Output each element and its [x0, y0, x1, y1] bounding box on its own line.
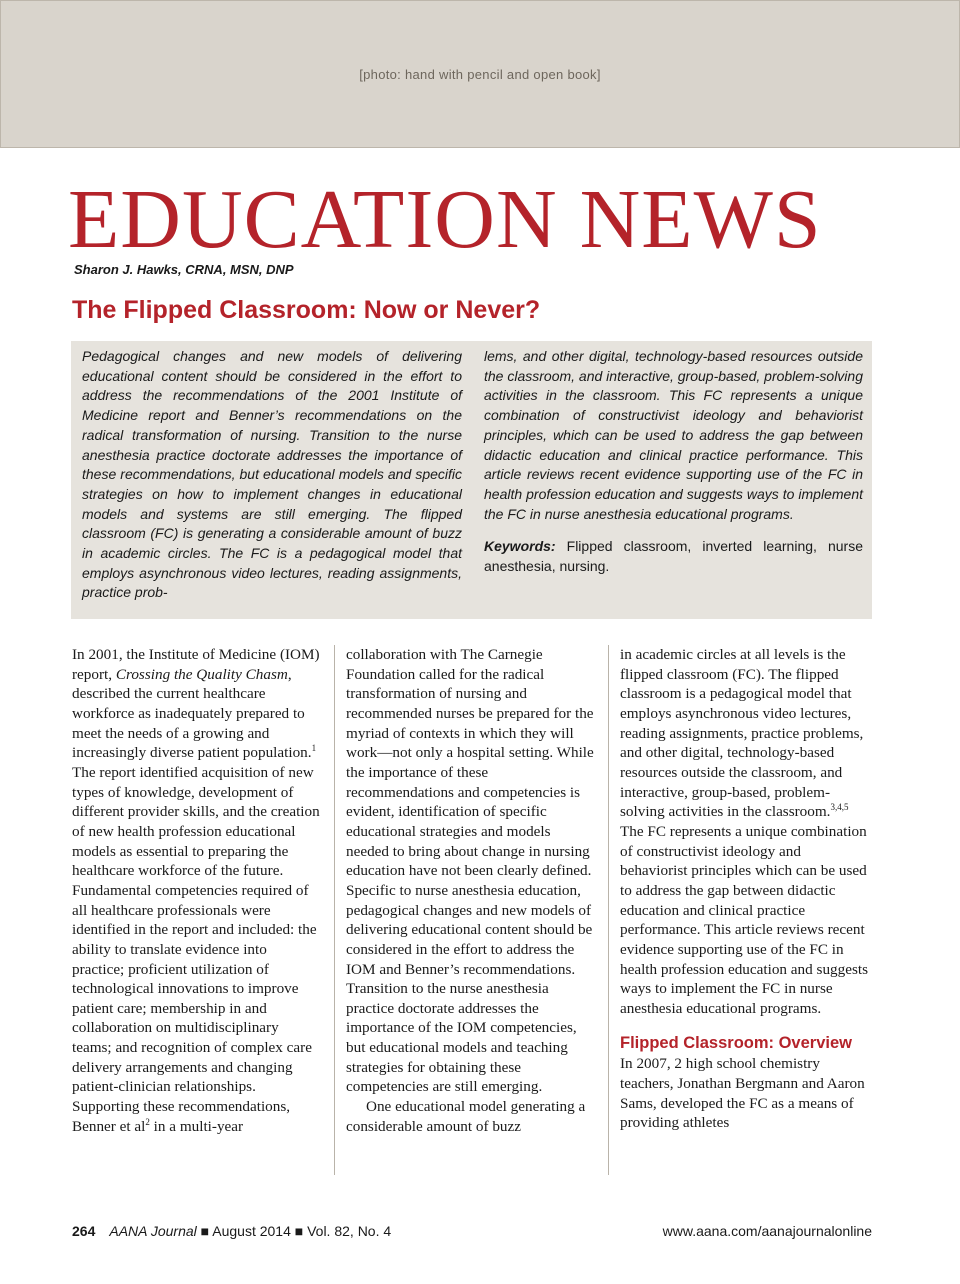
abstract-column-right	[484, 347, 863, 577]
journal-url: www.aana.com/aanajournalonline	[662, 1223, 872, 1239]
issue-info: ■ August 2014 ■ Vol. 82, No. 4	[196, 1223, 392, 1239]
body-paragraph: collaboration with The Carnegie Foundation called for the radical transformation of nursing and recommended nurses be prepared for the myriad of contexts in which they will work—not only a hospital setting. While the importance of these recommendations and competencies is evident, identification of specific educational strategies and models needed to bring about change in nursing education have not been clearly defined. Specific to nurse anesthesia education, pedagogical changes and new models of delivering educational content should be considered in the effort to address the IOM and Benner’s recommendations. Transition to the nurse anesthesia practice doctorate addresses the importance of the IOM competencies, but educational models and teaching strategies for obtaining these competencies are still emerging.	[346, 646, 594, 1096]
body-paragraph	[72, 645, 322, 1136]
abstract-text-right: lems, and other digital, technology-based resources outside the classroom, and interactive, group-based, problem-solving activities in the classroom. This FC represents a unique combination of constructivist ideology and behaviorist principles, which can be used to address the gap between didactic education and clinical practice performance. This article reviews recent evidence supporting use of the FC in health profession education and suggests ways to implement the FC in nurse anesthesia educational programs.	[484, 348, 863, 522]
body-text: In 2001, the Institute of Medicine (IOM) report,	[72, 646, 320, 683]
keywords	[484, 537, 863, 576]
citation-ref: 2	[145, 1116, 150, 1127]
body-column-2	[346, 645, 596, 1136]
keywords-label: Keywords:	[484, 538, 556, 555]
body-text: in a multi-year	[149, 1117, 244, 1135]
keywords-text: Flipped classroom, inverted learning, nurse anesthesia, nursing.	[484, 538, 863, 575]
body-text: The report identified acquisition of new types of knowledge, development of different provider skills, and the creation of new health profession educational models as essential to preparing the healthcare workforce of the future. Fundamental competencies required of all healthcare professionals were identified in the report and included: the ability to translate evidence into practice; proficient utilization of technological innovations to improve patient care; membership in and collaboration on multidisciplinary teams; and recognition of complex care delivery arrangements and changing patient-clinician relationships. Supporting these recommendations, Benner et al	[72, 763, 320, 1135]
section-subheading: Flipped Classroom: Overview	[620, 1034, 852, 1053]
author-byline: Sharon J. Hawks, CRNA, MSN, DNP	[74, 262, 294, 277]
body-text: in academic circles at all levels is the flipped classroom (FC). The flipped classroom is a pedagogical model that employs asynchronous video lectures, reading assignments, practice problems, and other digital, technology-based resources outside the classroom, and interactive, group-based, problem-solving activities in the classroom.	[620, 646, 864, 821]
citation-ref: 3,4,5	[830, 802, 849, 813]
body-paragraph	[620, 645, 870, 1018]
journal-name: AANA Journal	[109, 1223, 197, 1239]
page-number: 264	[72, 1223, 96, 1239]
section-title: EDUCATION NEWS	[68, 173, 822, 266]
article-title: The Flipped Classroom: Now or Never?	[72, 296, 541, 324]
body-paragraph: One educational model generating a considerable amount of buzz	[346, 1098, 586, 1135]
abstract-box	[71, 341, 872, 619]
body-paragraph: In 2007, 2 high school chemistry teachers, Jonathan Bergmann and Aaron Sams, developed the FC as a means of providing athletes	[620, 1055, 865, 1132]
abstract-column-left	[82, 347, 462, 603]
header-photo	[0, 0, 960, 148]
body-column-1	[72, 645, 322, 1136]
body-text: , described the current healthcare workforce as inadequately prepared to meet the needs of a growing and increasingly diverse patient population.	[72, 665, 312, 762]
column-divider-1	[334, 645, 335, 1175]
report-title: Crossing the Quality Chasm	[115, 665, 288, 683]
header-photo-label: [photo: hand with pencil and open book]	[359, 66, 601, 82]
citation-ref: 1	[311, 743, 317, 754]
body-text: The FC represents a unique combination of constructivist ideology and behaviorist principles which can be used to address the gap between didactic education and clinical practice performance. This article reviews recent evidence supporting use of the FC in health profession education and suggests ways to implement the FC in nurse anesthesia educational programs.	[620, 822, 869, 1017]
page-footer	[72, 1223, 872, 1243]
body-column-3	[620, 645, 870, 1133]
column-divider-2	[608, 645, 609, 1175]
abstract-text-left: Pedagogical changes and new models of delivering educational content should be considered in the effort to address the recommendations of the 2001 Institute of Medicine report and Benner’s recommendations on the radical transformation of nursing. Transition to the nurse anesthesia practice doctorate addresses the importance of these recommendations, but educational models and specific strategies on how to implement changes in educational models and systems are still emerging. The flipped classroom (FC) is generating a considerable amount of buzz in academic circles. The FC is a pedagogical model that employs asynchronous video lectures, reading assignments, practice prob-	[82, 348, 462, 601]
